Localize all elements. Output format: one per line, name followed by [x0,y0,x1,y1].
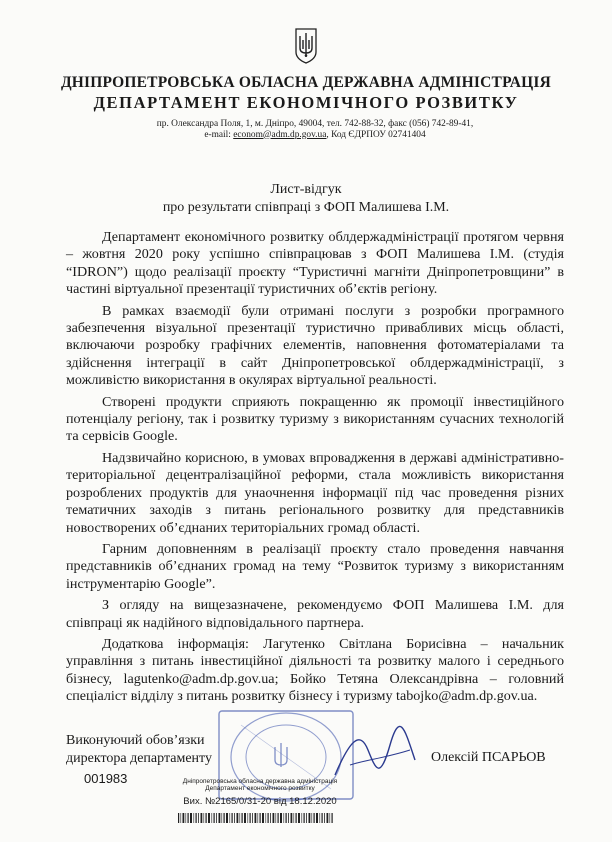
paragraph: Гарним доповненням в реалізації проєкту стало проведення навчання представників об’єднаних громад на тему “Розвиток туризму з використанням інструментарію Google”. [66,540,564,592]
department-name: ДЕПАРТАМЕНТ ЕКОНОМІЧНОГО РОЗВИТКУ [93,93,519,112]
address-line: пр. Олександра Поля, 1, м. Дніпро, 49004, тел. 742-88-32, факс (056) 742-89-41, [156,119,474,129]
paragraph: Департамент економічного розвитку облдержадміністрації протягом червня – жовтня 2020 року успішно співпрацював з ФОП Малишева І.М. (студія “IDRON”) щодо реалізації проєкту “Туристичні магніти Дніпропетровщини” в частині віртуальної презентації туристичних об’єктів регіону. [66,229,564,298]
letter-body [66,229,564,710]
paragraph: Надзвичайно корисною, в умовах впровадження в державі адміністративно-територіальної децентралізаційної реформи, стала можливість використання розроблених продуктів для унаочнення інформації під час проведення різних тематичних заходів з питань регіонального розвитку для представників новостворених об’єднаних територіальних громад області. [66,449,564,536]
registration-stamp [170,778,350,807]
edrpou-code: , Код ЄДРПОУ 02741404 [326,129,426,140]
internal-number: 001983 [84,771,128,786]
role-line: директора департаменту [66,751,212,766]
paragraph: В рамках взаємодії були отримані послуги з розробки програмного забезпечення візуальної презентації туристично привабливих місць області, включаючи розробку графічних елементів, наповнення фотоматеріалами та здійснення інтеграції в сайт Дніпропетровської облдержадміністрації, з можливістю використання в окулярах віртуальної реальності. [66,302,564,389]
signatory-name: Олексій ПСАРЬОВ [431,750,546,765]
email-label: e-mail: [204,129,231,140]
organization-name: ДНІПРОПЕТРОВСЬКА ОБЛАСНА ДЕРЖАВНА АДМІНІСТРАЦІЯ [60,74,552,91]
role-line: Виконуючий обов’язки [66,733,205,748]
contact-line [120,130,510,141]
letter-subtitle: про результати співпраці з ФОП Малишева І.М. [162,200,450,215]
address-block [120,119,510,140]
registration-dept: Департамент економічного розвитку [205,785,315,792]
coat-of-arms-icon [294,28,318,64]
email-link[interactable]: econom@adm.dp.gov.ua [233,129,327,140]
paragraph: Додаткова інформація: Лагутенко Світлана Борисівна – начальник управління з питань інвестиційної діяльності та розвитку малого і середнього бізнесу, lagutenko@adm.dp.gov.ua; Бойко Тетяна Олександрівна – головний спеціаліст відділу з питань розвитку бізнесу і туризму tabojko@adm.dp.gov.ua. [66,635,564,705]
signatory-role [66,732,212,768]
barcode [178,813,333,823]
paragraph: Створені продукти сприяють покращенню як промоції інвестиційного потенціалу регіону, так і розвитку туризму з використанням сучасних технологій та сервісів Google. [66,393,564,445]
letter-title: Лист-відгук [270,182,342,197]
outgoing-number: Вих. №2165/0/31-20 від 18.12.2020 [183,796,337,807]
paragraph: З огляду на вищезазначене, рекомендуємо ФОП Малишева І.М. для співпраці як надійного відповідального партнера. [66,597,564,631]
registration-org: Дніпропетровська обласна державна адміністрація [182,778,338,785]
